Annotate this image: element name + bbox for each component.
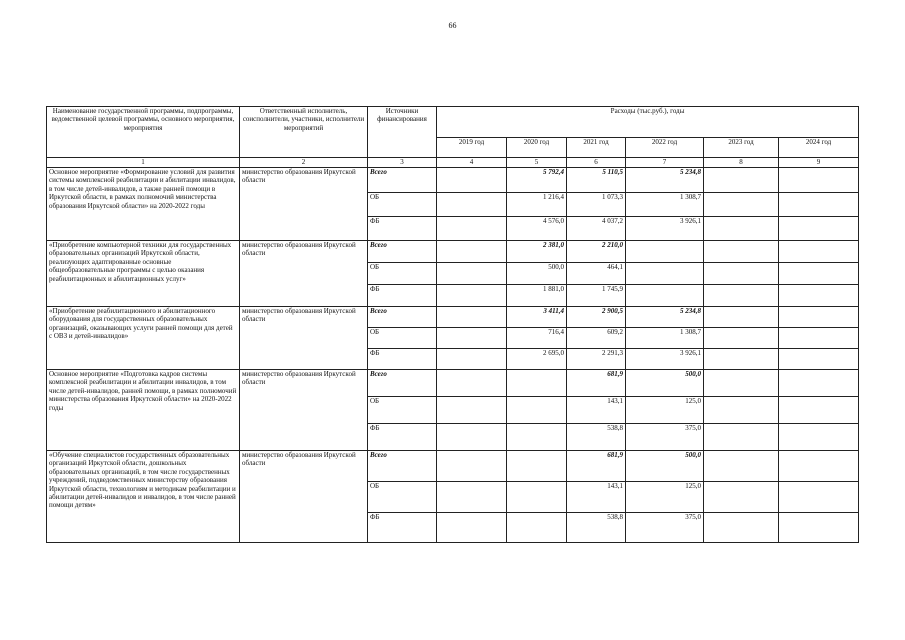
expense-value <box>437 168 507 193</box>
expense-value <box>704 285 779 307</box>
expense-value <box>704 424 779 451</box>
expense-value: 464,1 <box>567 263 626 285</box>
responsible-executor: министерство образования Иркутской области <box>240 307 368 370</box>
expense-value <box>437 307 507 328</box>
column-number: 6 <box>567 158 626 168</box>
expense-value: 1 308,7 <box>626 193 704 217</box>
expense-value <box>507 451 567 482</box>
header-year: 2023 год <box>704 138 779 158</box>
expense-value <box>704 370 779 397</box>
expense-value <box>779 482 859 513</box>
funding-source: Всего <box>368 370 437 397</box>
expense-value <box>437 263 507 285</box>
expense-value <box>779 307 859 328</box>
expense-value <box>704 513 779 543</box>
expense-value <box>437 370 507 397</box>
expense-value: 5 792,4 <box>507 168 567 193</box>
expense-value <box>704 397 779 424</box>
expense-value <box>704 482 779 513</box>
header-expenses: Расходы (тыс.руб.), годы <box>437 107 859 138</box>
column-number: 3 <box>368 158 437 168</box>
expense-value <box>779 513 859 543</box>
expense-value <box>779 263 859 285</box>
funding-source: ФБ <box>368 349 437 370</box>
funding-source: Всего <box>368 241 437 263</box>
expense-value <box>704 349 779 370</box>
responsible-executor: министерство образования Иркутской области <box>240 370 368 451</box>
measure-name: Основное мероприятие «Подготовка кадров системы комплексной реабилитации и абилитации инвалидов, в том числе детей-инвалидов, ранней помощи, в рамках полномочий министерства образования Иркутской области» на 2020-2022 годы <box>47 370 240 451</box>
funding-source: ОБ <box>368 482 437 513</box>
expense-value <box>779 349 859 370</box>
funding-source: ОБ <box>368 263 437 285</box>
expense-value: 500,0 <box>626 451 704 482</box>
funding-source: ОБ <box>368 397 437 424</box>
column-number: 1 <box>47 158 240 168</box>
expense-value: 2 695,0 <box>507 349 567 370</box>
funding-source: ОБ <box>368 328 437 349</box>
budget-body <box>47 168 859 543</box>
column-number: 7 <box>626 158 704 168</box>
header-year: 2021 год <box>567 138 626 158</box>
expense-value <box>779 217 859 241</box>
expense-value: 143,1 <box>567 482 626 513</box>
expense-value <box>704 328 779 349</box>
expense-value <box>437 424 507 451</box>
expense-value: 2 900,5 <box>567 307 626 328</box>
column-number: 2 <box>240 158 368 168</box>
header-year: 2022 год <box>626 138 704 158</box>
expense-value: 2 291,3 <box>567 349 626 370</box>
measure-name: «Обучение специалистов государственных образовательных организаций Иркутской области, дошкольных образовательных организаций, в том числе государственных учреждений, подведомственных министерству образования Иркутской области, технологиям и методикам реабилитации и абилитации детей-инвалидов и инвалидов, в том числе ранней помощи детям» <box>47 451 240 543</box>
expense-value: 1 073,3 <box>567 193 626 217</box>
measure-name: «Приобретение компьютерной техники для государственных образовательных организаций Иркутской области, реализующих адаптированные основные общеобразовательные программы с целью оказания реабилитационных и абилитационных услуг» <box>47 241 240 307</box>
expense-value <box>437 241 507 263</box>
expense-value <box>626 263 704 285</box>
column-number: 9 <box>779 158 859 168</box>
header-name-col: Наименование государственной программы, подпрограммы, ведомственной целевой программы, основного мероприятия, мероприятия <box>47 107 240 158</box>
expense-value: 375,0 <box>626 424 704 451</box>
funding-source: Всего <box>368 307 437 328</box>
responsible-executor: министерство образования Иркутской области <box>240 451 368 543</box>
expense-value <box>779 424 859 451</box>
expense-value <box>704 168 779 193</box>
header-year: 2020 год <box>507 138 567 158</box>
expense-value: 3 926,1 <box>626 349 704 370</box>
expense-value <box>626 285 704 307</box>
expense-value: 4 576,0 <box>507 217 567 241</box>
expense-value: 609,2 <box>567 328 626 349</box>
expense-value <box>437 513 507 543</box>
column-number: 8 <box>704 158 779 168</box>
funding-source: Всего <box>368 451 437 482</box>
expense-value: 1 745,9 <box>567 285 626 307</box>
page-number: 66 <box>448 21 457 30</box>
expense-value <box>704 241 779 263</box>
expense-value <box>704 307 779 328</box>
budget-table <box>46 106 859 543</box>
expense-value <box>437 349 507 370</box>
responsible-executor: министерство образования Иркутской области <box>240 241 368 307</box>
expense-value <box>507 513 567 543</box>
expense-value <box>704 217 779 241</box>
expense-value: 500,0 <box>507 263 567 285</box>
expense-value: 716,4 <box>507 328 567 349</box>
expense-value: 5 234,8 <box>626 307 704 328</box>
expense-value: 538,8 <box>567 424 626 451</box>
funding-source: ОБ <box>368 193 437 217</box>
expense-value <box>437 482 507 513</box>
expense-value: 125,0 <box>626 397 704 424</box>
expense-value <box>779 285 859 307</box>
expense-value: 681,9 <box>567 370 626 397</box>
table-row <box>47 307 859 328</box>
expense-value <box>437 397 507 424</box>
expense-value <box>704 263 779 285</box>
expense-value <box>779 328 859 349</box>
expense-value: 500,0 <box>626 370 704 397</box>
header-source-col: Источники финансирования <box>368 107 437 158</box>
measure-name: «Приобретение реабилитационного и абилитационного оборудования для государственных образовательных организаций, оказывающих услуги ранней помощи для детей с ОВЗ и детей-инвалидов» <box>47 307 240 370</box>
header-year: 2024 год <box>779 138 859 158</box>
funding-source: ФБ <box>368 513 437 543</box>
expense-value: 5 110,5 <box>567 168 626 193</box>
expense-value: 2 381,0 <box>507 241 567 263</box>
expense-value: 4 037,2 <box>567 217 626 241</box>
table-row <box>47 241 859 263</box>
column-number-row <box>47 158 859 168</box>
expense-value: 681,9 <box>567 451 626 482</box>
expense-value <box>779 370 859 397</box>
expense-value: 1 216,4 <box>507 193 567 217</box>
expense-value: 143,1 <box>567 397 626 424</box>
expense-value <box>779 193 859 217</box>
expense-value <box>437 217 507 241</box>
table-row <box>47 370 859 397</box>
expense-value <box>437 328 507 349</box>
funding-source: ФБ <box>368 424 437 451</box>
table-row <box>47 168 859 193</box>
expense-value: 1 881,0 <box>507 285 567 307</box>
header-resp-col: Ответственный исполнитель, соисполнители, участники, исполнители мероприятий <box>240 107 368 158</box>
expense-value <box>704 451 779 482</box>
funding-source: ФБ <box>368 217 437 241</box>
expense-value: 5 234,8 <box>626 168 704 193</box>
expense-value <box>507 397 567 424</box>
expense-value <box>437 193 507 217</box>
column-number: 5 <box>507 158 567 168</box>
funding-source: Всего <box>368 168 437 193</box>
expense-value: 1 308,7 <box>626 328 704 349</box>
table-row <box>47 451 859 482</box>
expense-value <box>437 285 507 307</box>
measure-name: Основное мероприятие «Формирование условий для развития системы комплексной реабилитации и абилитации инвалидов, в том числе детей-инвалидов, а также ранней помощи в Иркутской области, в рамках полномочий министерства образования Иркутской области» на 2020-2022 годы <box>47 168 240 241</box>
column-number: 4 <box>437 158 507 168</box>
expense-value <box>437 451 507 482</box>
expense-value <box>779 451 859 482</box>
expense-value <box>507 482 567 513</box>
expense-value: 3 926,1 <box>626 217 704 241</box>
expense-value <box>779 241 859 263</box>
funding-source: ФБ <box>368 285 437 307</box>
expense-value <box>704 193 779 217</box>
expense-value: 3 411,4 <box>507 307 567 328</box>
expense-value: 2 210,0 <box>567 241 626 263</box>
expense-value <box>779 397 859 424</box>
expense-value: 375,0 <box>626 513 704 543</box>
expense-value: 125,0 <box>626 482 704 513</box>
expense-value: 538,8 <box>567 513 626 543</box>
header-year: 2019 год <box>437 138 507 158</box>
responsible-executor: министерство образования Иркутской области <box>240 168 368 241</box>
expense-value <box>507 424 567 451</box>
expense-value <box>507 370 567 397</box>
expense-value <box>779 168 859 193</box>
expense-value <box>626 241 704 263</box>
